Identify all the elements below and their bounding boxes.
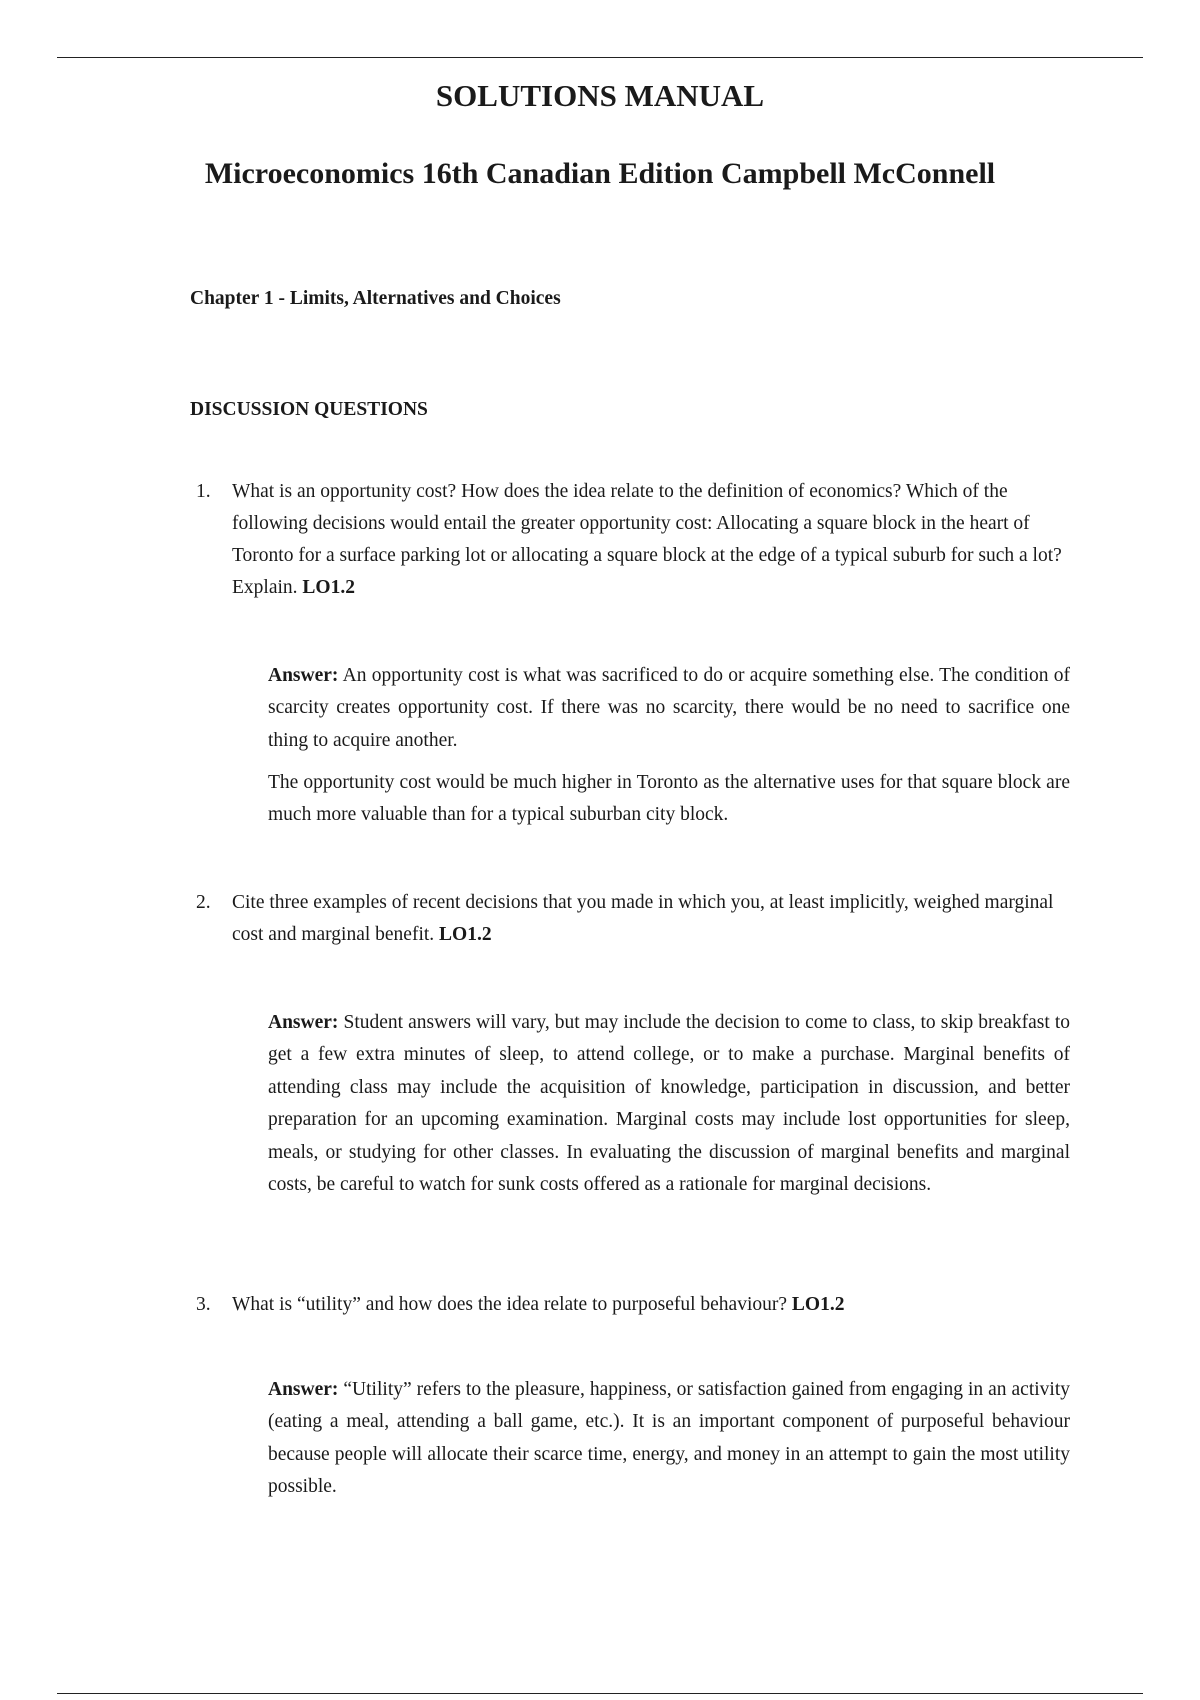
answer-text: Student answers will vary, but may include the decision to come to class, to skip breakfast to get a few extra minutes of sleep, to attend college, or to make a purchase. Marginal benefits of attending class may include the acquisition of knowledge, participation in discussion, and better preparation for an upcoming examination. Marginal costs may include lost opportunities for sleep, meals, or studying for other classes. In evaluating the discussion of marginal benefits and marginal costs, be careful to watch for sunk costs offered as a rationale for marginal decisions. bbox=[268, 1012, 1071, 1196]
answer-label: Answer: bbox=[268, 1012, 339, 1033]
answer-2 bbox=[268, 1007, 1070, 1201]
answer-label: Answer: bbox=[268, 665, 339, 686]
learning-objective: LO1.2 bbox=[791, 1294, 845, 1315]
question-number: 3. bbox=[196, 1294, 211, 1315]
answer-label: Answer: bbox=[268, 1379, 339, 1400]
answer-text: An opportunity cost is what was sacrificed to do or acquire something else. The condition of scarcity creates opportunity cost. If there was no scarcity, there would be no need to sacrifice one thing to acquire another. bbox=[268, 665, 1070, 751]
book-title: Microeconomics 16th Canadian Edition Campbell McConnell bbox=[204, 157, 996, 190]
answer-text: The opportunity cost would be much higher in Toronto as the alternative uses for that square block are much more valuable than for a typical suburban city block. bbox=[268, 772, 1070, 826]
question-number: 1. bbox=[196, 481, 211, 502]
learning-objective: LO1.2 bbox=[302, 577, 355, 598]
question-1 bbox=[190, 476, 1070, 604]
question-3 bbox=[190, 1289, 1070, 1321]
manual-title: SOLUTIONS MANUAL bbox=[435, 78, 765, 113]
question-text: What is an opportunity cost? How does the idea relate to the definition of economics? Which of the following decisions would entail the greater opportunity cost: Allocating a square block in the heart of Toronto for a surface parking lot or allocating a square block at the edge of a typical suburb for such a lot? Explain. LO1.2 bbox=[232, 481, 1062, 598]
answer-1 bbox=[268, 660, 1070, 757]
learning-objective: LO1.2 bbox=[439, 924, 492, 945]
section-heading: DISCUSSION QUESTIONS bbox=[190, 399, 428, 420]
bottom-rule bbox=[57, 1693, 1143, 1694]
question-number: 2. bbox=[196, 892, 211, 913]
question-text: What is “utility” and how does the idea relate to purposeful behaviour? LO1.2 bbox=[232, 1294, 845, 1315]
answer-text: “Utility” refers to the pleasure, happiness, or satisfaction gained from engaging in an activity (eating a meal, attending a ball game, etc.). It is an important component of purposeful behaviour because people will allocate their scarce time, energy, and money in an attempt to gain the most utility possible. bbox=[268, 1379, 1071, 1498]
answer-3 bbox=[268, 1374, 1070, 1504]
question-text: Cite three examples of recent decisions that you made in which you, at least implicitly, weighed marginal cost and marginal benefit. LO1.2 bbox=[232, 892, 1054, 945]
question-2 bbox=[190, 887, 1070, 951]
top-rule bbox=[57, 57, 1143, 58]
chapter-title: Chapter 1 - Limits, Alternatives and Choices bbox=[190, 288, 561, 309]
answer-1-paragraph-2 bbox=[268, 767, 1070, 832]
